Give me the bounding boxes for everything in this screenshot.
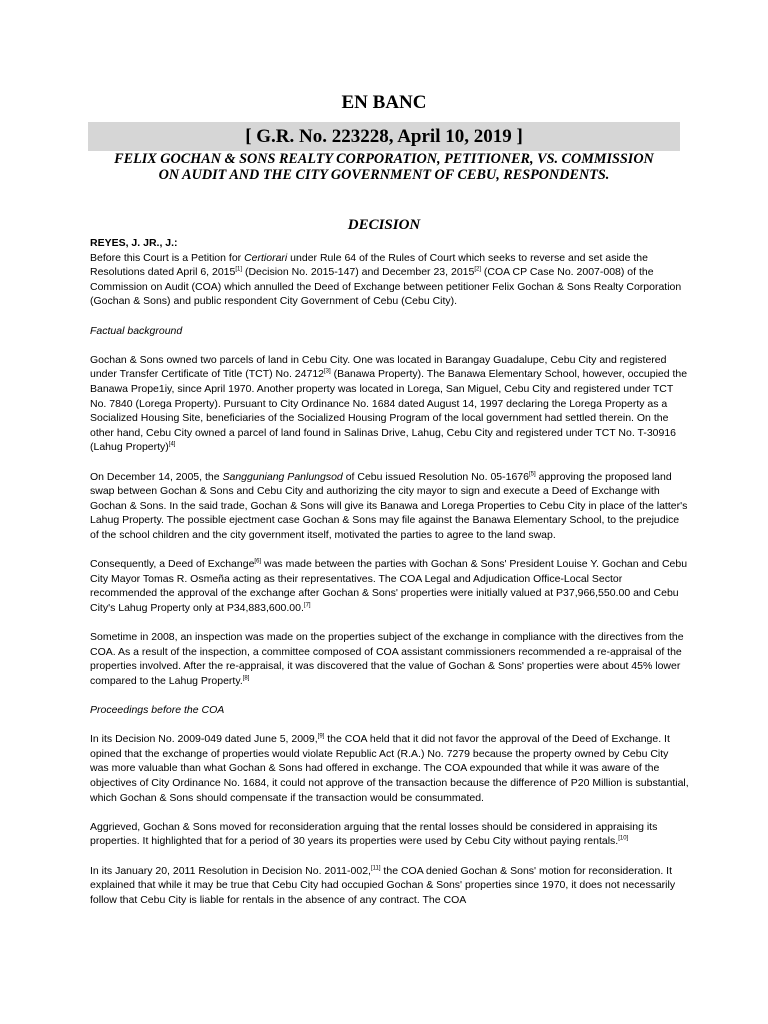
footnote-ref[interactable]: [9] bbox=[317, 733, 325, 740]
footnote-ref[interactable]: [10] bbox=[618, 835, 629, 842]
footnote-ref[interactable]: [4] bbox=[168, 441, 176, 448]
decision-body bbox=[90, 236, 690, 907]
paragraph-8: In its January 20, 2011 Resolution in Decision No. 2011-002,[11] the COA denied Gochan & Sons' motion for reconsideration. It explained that while it may be true that Cebu City had occupied Gochan & Sons' properties since 1970, it does not necessarily follow that Cebu City is liable for rentals in the absence of any contract. The COA bbox=[90, 864, 676, 906]
paragraph-3: On December 14, 2005, the Sangguniang Panlungsod of Cebu issued Resolution No. 05-1676[5] approving the proposed land swap between Gochan & Sons and Cebu City and authorizing the city mayor to sign and execute a Deed of Exchange with Gochan & Sons. In the said trade, Gochan & Sons will give its Banawa and Lorega Properties to Cebu City in place of the latter's Lahug Property. The possible ejectment case Gochan & Sons may file against the Banawa Elementary School, to the prejudice of the school children and the city government itself, motivated the parties to agree to the land swap. bbox=[90, 470, 688, 541]
footnote-ref[interactable]: [3] bbox=[324, 368, 331, 375]
paragraph-1: Before this Court is a Petition for Certiorari under Rule 64 of the Rules of Court which seeks to reverse and set aside the Resolutions dated April 6, 2015[1] (Decision No. 2015-147) and December 23, 2015[2] (COA CP Case No. 2007-008) of the Commission on Audit (COA) which annulled the Deed of Exchange between petitioner Felix Gochan & Sons Realty Corporation (Gochan & Sons) and public respondent City Government of Cebu (Cebu City). bbox=[90, 251, 682, 308]
paragraph-7: Aggrieved, Gochan & Sons moved for reconsideration arguing that the rental losses should be considered in appraising its properties. It highlighted that for a period of 30 years its properties were used by Cebu City without paying rentals.[10] bbox=[90, 820, 658, 848]
ponente: REYES, J. JR., J.: bbox=[90, 237, 178, 249]
footnote-ref[interactable]: [1] bbox=[235, 266, 243, 273]
court-division: EN BANC bbox=[341, 92, 427, 113]
case-number-banner: [ G.R. No. 223228, April 10, 2019 ] bbox=[88, 122, 680, 151]
paragraph-4: Consequently, a Deed of Exchange[6] was made between the parties with Gochan & Sons' President Louise Y. Gochan and Cebu City Mayor Tomas R. Osmeña acting as their representatives. The COA Legal and Adjudication Office-Local Sector recommended the approval of the exchange after Gochan & Sons' properties were initially valued at P37,966,550.00 and Cebu City's Lahug Property only at P34,883,600.00.[7] bbox=[90, 558, 688, 614]
case-title: FELIX GOCHAN & SONS REALTY CORPORATION, PETITIONER, VS. COMMISSION ON AUDIT AND THE CITY GOVERNMENT OF CEBU, RESPONDENTS. bbox=[114, 151, 654, 183]
paragraph-5: Sometime in 2008, an inspection was made on the properties subject of the exchange in compliance with the directives from the COA. As a result of the inspection, a committee composed of COA assistant commissioners recommended a re-appraisal of the properties involved. After the re-appraisal, it was discovered that the value of Gochan & Sons' properties were about 45% lower compared to the Lahug Property.[8] bbox=[90, 631, 684, 687]
footnote-ref[interactable]: [6] bbox=[254, 558, 262, 565]
decision-heading: DECISION bbox=[347, 217, 421, 233]
footnote-ref[interactable]: [8] bbox=[242, 675, 250, 682]
paragraph-6: In its Decision No. 2009-049 dated June 5, 2009,[9] the COA held that it did not favor the approval of the Deed of Exchange. It opined that the exchange of properties would violate Republic Act (R.A.) No. 7279 because the property owned by Cebu City was more valuable than what Gochan & Sons had offered in exchange. The COA expounded that while it was aware of the objectives of City Ordinance No. 1684, it could not approve of the transaction because the difference of P20 Million is substantial, which Gochan & Sons should compensate if the transaction would be consummated. bbox=[90, 733, 689, 804]
footnote-ref[interactable]: [5] bbox=[528, 471, 536, 477]
section-heading-factual: Factual background bbox=[90, 324, 183, 337]
footnote-ref[interactable]: [11] bbox=[370, 865, 381, 872]
section-heading-proceedings: Proceedings before the COA bbox=[90, 704, 225, 716]
footnote-ref[interactable]: [7] bbox=[303, 602, 311, 609]
paragraph-2: Gochan & Sons owned two parcels of land in Cebu City. One was located in Barangay Guadalupe, Cebu City and registered under Transfer Certificate of Title (TCT) No. 24712[3] (Banawa Property). The Banawa Elementary School, however, occupied the Banawa Prope1iy, since April 1970. Another property was located in Lorega, San Miguel, Cebu City and registered under TCT No. 7840 (Lorega Property). Pursuant to City Ordinance No. 1684 dated August 14, 1997 declaring the Lorega Property as a Socialized Housing Site, beneficiaries of the Socialized Housing Program of the local government had settled therein. On the other hand, Cebu City owned a parcel of land found in Salinas Drive, Lahug, Cebu City and registered under TCT No. T-30916 (Lahug Property)[4] bbox=[90, 353, 688, 454]
footnote-ref[interactable]: [2] bbox=[474, 266, 482, 273]
